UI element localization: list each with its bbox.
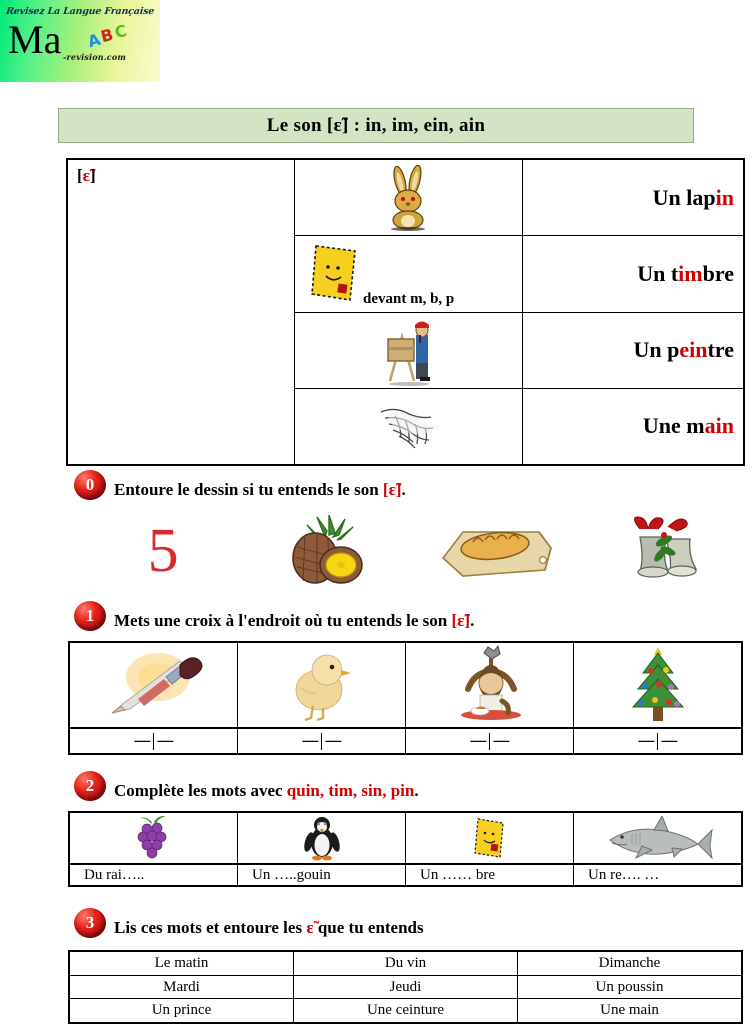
answer-dashes-right: ---- [661, 732, 677, 749]
exercise-0-item[interactable] [246, 512, 412, 590]
reference-row [295, 236, 743, 312]
answer-dashes-left: ---- [470, 732, 486, 749]
table-row [70, 976, 741, 1000]
exercise-3-header [74, 908, 424, 938]
abc-letter-c: C [113, 20, 129, 43]
reference-rows [295, 160, 743, 464]
page-title: Le son [ɛ̃] : in, im, ein, ain [266, 114, 486, 136]
sound-column [68, 160, 295, 464]
word-suffix: bre [702, 260, 734, 286]
exercise-instruction [114, 481, 406, 500]
exercise-3-word[interactable]: Du vin [294, 952, 518, 975]
reference-row [295, 389, 743, 464]
logo-main-text: Ma [8, 17, 62, 62]
answer-divider [153, 733, 154, 750]
shark-illustration[interactable] [574, 813, 741, 863]
number-five: 5 [147, 517, 179, 585]
exercise-number-badge: 0 [74, 470, 106, 500]
grapes-illustration[interactable] [70, 813, 238, 863]
worksheet-title-banner [58, 108, 694, 143]
word-prefix: Une m [642, 413, 705, 439]
reference-table [66, 158, 745, 466]
exercise-2-table [68, 811, 743, 887]
exercise-1-answer-cell[interactable] [574, 729, 741, 753]
logo-tagline: Revisez La Langue Française [5, 6, 155, 17]
answer-divider [657, 733, 658, 750]
answer-divider [489, 733, 490, 750]
answer-dashes-left: ---- [302, 732, 318, 749]
exercise-3-word[interactable]: Dimanche [598, 954, 661, 971]
table-row [70, 999, 741, 1022]
exercise-1-answer-cell[interactable] [238, 729, 406, 753]
word-prefix: Un lap [652, 184, 716, 210]
reference-word [523, 389, 743, 464]
instruction-syllables: quin, tim, sin, pin [286, 781, 415, 801]
instruction-symbol: ɛ̃ [306, 918, 314, 938]
exercise-2-word-cell[interactable]: Un …..gouin [238, 865, 406, 885]
exercise-0-item[interactable] [80, 512, 246, 590]
instruction-suffix: . [401, 480, 406, 500]
word-highlight: ein [679, 337, 708, 363]
exercise-number-badge: 3 [74, 908, 106, 938]
instruction-symbol: [ɛ̃] [451, 611, 471, 631]
reference-row [295, 313, 743, 389]
exercise-2-word-cell[interactable]: Un re…. … [588, 866, 660, 883]
exercise-3-word[interactable]: Un poussin [595, 978, 664, 995]
instruction-symbol: [ɛ̃] [382, 480, 402, 500]
site-logo-banner [0, 0, 160, 82]
answer-dashes-right: ---- [493, 732, 509, 749]
exercise-3-word[interactable]: Jeudi [294, 976, 518, 999]
exercise-3-word[interactable]: Une main [600, 1002, 659, 1019]
stamp-illustration [295, 236, 523, 311]
exercise-2-word-cell[interactable]: Un …… bre [406, 865, 574, 885]
abc-letter-a: A [85, 29, 103, 52]
exercise-instruction [114, 919, 424, 938]
word-highlight: in [715, 184, 734, 210]
instruction-prefix: Complète les mots avec [114, 781, 287, 801]
exercise-3-word[interactable]: Le matin [70, 952, 294, 975]
caveman-illustration[interactable] [406, 643, 574, 727]
exercise-1-header [74, 601, 474, 631]
word-highlight: im [678, 260, 703, 286]
instruction-prefix: Entoure le dessin si tu entends le son [114, 480, 383, 500]
exercise-2-words [70, 865, 741, 885]
word-suffix: tre [707, 337, 734, 363]
logo-domain-text: -revision.com [63, 52, 127, 62]
chick-illustration[interactable] [238, 643, 406, 727]
exercise-3-word[interactable]: Un prince [70, 999, 294, 1022]
abc-letter-b: B [98, 24, 116, 47]
exercise-1-answer-cell[interactable] [70, 729, 238, 753]
stamp-illustration[interactable] [406, 813, 574, 863]
sound-symbol: [ɛ̃] [77, 166, 96, 185]
exercise-2-pictures [70, 813, 741, 865]
penguin-illustration[interactable] [238, 813, 406, 863]
hand-illustration [295, 389, 523, 464]
exercise-instruction [114, 612, 474, 631]
christmas-tree-illustration[interactable] [574, 643, 741, 727]
reference-row [295, 160, 743, 236]
instruction-suffix: . [414, 781, 419, 801]
exercise-number-badge: 2 [74, 771, 106, 801]
abc-blocks-icon [85, 20, 132, 52]
exercise-1-pictures [70, 643, 741, 729]
exercise-2-word-cell[interactable]: Du rai….. [70, 865, 238, 885]
answer-dashes-right: ---- [325, 732, 341, 749]
answer-dashes-right: ---- [157, 732, 173, 749]
exercise-1-answer-cell[interactable] [406, 729, 574, 753]
instruction-suffix: . [470, 611, 475, 631]
reference-word [523, 236, 743, 311]
paintbrush-illustration[interactable] [70, 643, 238, 727]
pineapple-image [273, 515, 385, 587]
exercise-0-item[interactable] [579, 512, 745, 590]
table-row [70, 952, 741, 976]
word-prefix: Un p [633, 337, 680, 363]
instruction-suffix: que tu entends [313, 918, 424, 938]
reference-word [523, 160, 743, 235]
exercise-3-table [68, 950, 743, 1024]
rabbit-illustration [295, 160, 523, 235]
exercise-1-answer-row [70, 729, 741, 753]
reference-word [523, 313, 743, 388]
answer-dashes-left: ---- [638, 732, 654, 749]
exercise-0-header [74, 470, 406, 500]
word-highlight: ain [704, 413, 734, 439]
instruction-prefix: Mets une croix à l'endroit où tu entends le son [114, 611, 452, 631]
painter-illustration [295, 313, 523, 388]
bells-image [620, 515, 704, 587]
bread-image [433, 518, 558, 584]
exercise-0-item[interactable] [413, 512, 579, 590]
answer-divider [321, 733, 322, 750]
devant-note: devant m, b, p [363, 290, 455, 307]
exercise-number-badge: 1 [74, 601, 106, 631]
instruction-prefix: Lis ces mots et entoure les [114, 918, 307, 938]
exercise-3-word[interactable]: Mardi [70, 976, 294, 999]
exercise-3-word[interactable]: Une ceinture [294, 999, 518, 1022]
word-prefix: Un t [637, 260, 679, 286]
exercise-0-items [80, 512, 745, 590]
exercise-2-header [74, 771, 419, 801]
exercise-1-table [68, 641, 743, 755]
exercise-instruction [114, 782, 419, 801]
answer-dashes-left: ---- [134, 732, 150, 749]
